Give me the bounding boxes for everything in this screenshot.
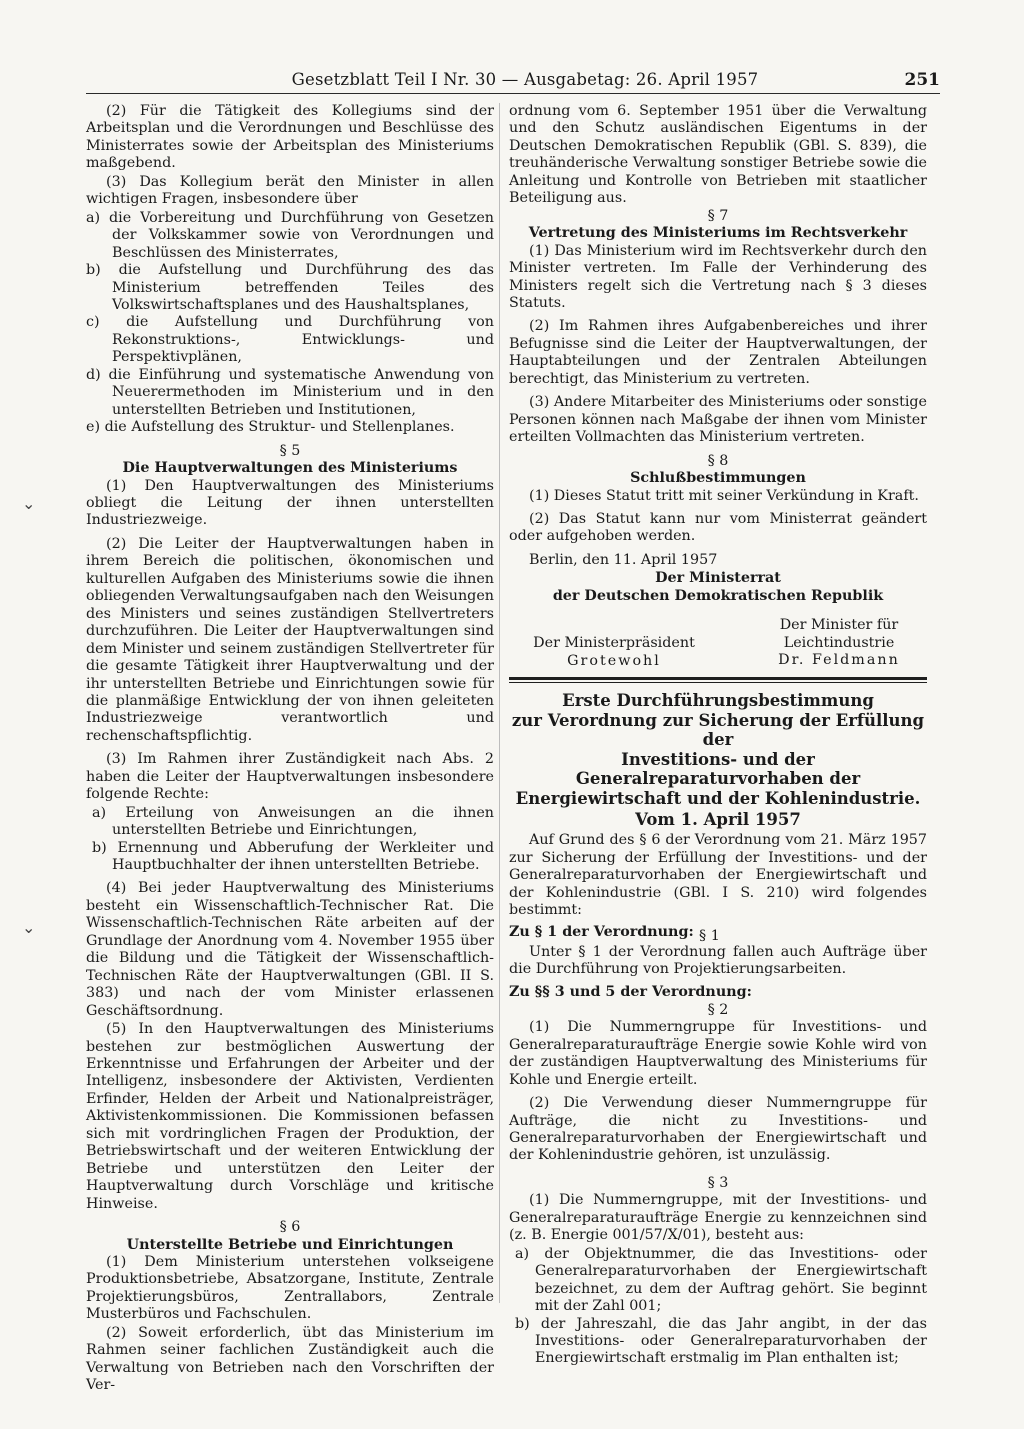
section-number: § 1 <box>699 927 720 944</box>
signatory-name: Grotewohl <box>567 652 661 669</box>
section-number: § 5 <box>279 442 301 459</box>
section-number: § 2 <box>707 1001 729 1018</box>
list-item: b) Ernennung und Abberufung der Werkleiter und Hauptbuchhalter der ihnen unterstellten Betriebe. <box>92 839 494 874</box>
signatory-right <box>749 617 929 669</box>
paragraph: (2) Soweit erforderlich, übt das Ministerium im Rahmen seiner fachlichen Zuständigkeit auch die Verwaltung von Betrieben nach den Vorschriften der Ver- <box>86 1324 494 1394</box>
paragraph: (2) Das Statut kann nur vom Ministerrat geändert oder aufgehoben werden. <box>509 510 927 545</box>
section-number: § 3 <box>707 1174 729 1191</box>
reference-heading: Zu §§ 3 und 5 der Verordnung: <box>509 984 752 1001</box>
regulation-title: Investitions- und der Generalreparaturvorhaben der <box>575 749 861 789</box>
section-number: § 7 <box>707 207 729 224</box>
place-date: Berlin, den 11. April 1957 <box>529 551 718 568</box>
section-divider <box>509 682 927 683</box>
paragraph: (3) Andere Mitarbeiter des Ministeriums oder sonstige Personen können nach Maßgabe der ihnen vom Minister erteilten Vollmachten das Ministerium vertreten. <box>509 394 927 446</box>
regulation-title: zur Verordnung zur Sicherung der Erfüllung der <box>511 710 925 750</box>
signature-block <box>509 607 927 669</box>
signatory-role: Der Ministerpräsident <box>533 635 695 652</box>
paragraph: (1) Die Nummerngruppe für Investitions- und Generalreparaturaufträge Energie sowie Kohle wird von der zuständigen Hauptverwaltung des Ministeriums für Kohle und Energie erteilt. <box>509 1019 927 1088</box>
section-title: Schlußbestimmungen <box>630 470 806 487</box>
page-number: 251 <box>904 70 940 90</box>
list-item: b) die Aufstellung und Durchführung des das Ministerium betreffenden Teiles des Volkswirtschaftsplanes und des Haushaltsplanes, <box>86 262 494 313</box>
paragraph: (4) Bei jeder Hauptverwaltung des Ministeriums besteht ein Wissenschaftlich-Technischer Rat. Die Wissenschaftlich-Technischen Räte arbeiten auf der Grundlage der Anordnung vom 4. November 1955 über die Bildung und die Tätigkeit der Wissenschaftlich-Technischen Räte der Hauptverwaltungen (GBl. II S. 383) und nach der vom Minister erlassenen Geschäftsordnung. <box>86 880 494 1019</box>
list-item: a) die Vorbereitung und Durchführung von Gesetzen der Volkskammer sowie von Verordnungen und Beschlüssen des Ministerrates, <box>86 209 494 261</box>
header-rule <box>86 93 940 94</box>
list-item: b) der Jahreszahl, die das Jahr angibt, in der das Investitions- oder Generalreparaturvorhaben der Energiewirtschaft erstmalig im Plan enthalten ist; <box>515 1315 927 1367</box>
paragraph: (3) Im Rahmen ihrer Zuständigkeit nach Abs. 2 haben die Leiter der Hauptverwaltungen insbesondere folgende Rechte: <box>86 751 494 803</box>
list-item: a) Erteilung von Anweisungen an die ihnen unterstellten Betriebe und Einrichtungen, <box>92 804 494 839</box>
section-title: Vertretung des Ministeriums im Rechtsverkehr <box>528 225 908 242</box>
council-name: Der Ministerrat <box>655 570 781 587</box>
list-item: e) die Aufstellung des Struktur- und Stellenplanes. <box>86 419 455 436</box>
paragraph: (1) Das Ministerium wird im Rechtsverkehr durch den Minister vertreten. Im Falle der Verhinderung des Ministers regelt sich die Vertretung nach § 3 dieses Statuts. <box>509 242 927 311</box>
paragraph: (2) Die Verwendung dieser Nummerngruppe für Aufträge, die nicht zu Investitions- und Generalreparaturvorhaben der Energiewirtschaft und der Kohlenindustrie gehören, ist unzulässig. <box>509 1095 927 1164</box>
section-title: Unterstellte Betriebe und Einrichtungen <box>126 1236 454 1253</box>
header-title: Gesetzblatt Teil I Nr. 30 — Ausgabetag: 26. April 1957 <box>291 70 759 89</box>
paragraph: ordnung vom 6. September 1951 über die Verwaltung und den Schutz ausländischen Eigentums in der Deutschen Demokratischen Republik (GBl. S. 839), die treuhänderische Verwaltung sonstiger Betriebe sowie die Anleitung und Kontrolle von Betrieben mit staatlicher Beteiligung aus. <box>509 103 927 207</box>
list-item: c) die Aufstellung und Durchführung von Rekonstruktions-, Entwicklungs- und Perspektivplänen, <box>86 314 494 366</box>
left-column <box>86 103 494 1396</box>
paragraph: (2) Im Rahmen ihres Aufgabenbereiches und ihrer Befugnisse sind die Leiter der Hauptverwaltungen, der Hauptabteilungen und der Zentralen Abteilungen berechtigt, das Ministerium zu vertreten. <box>509 318 927 387</box>
reference-heading-row <box>509 924 927 942</box>
paragraph: (1) Den Hauptverwaltungen des Ministeriums obliegt die Leitung der ihnen unterstellten Industriezweige. <box>86 477 494 529</box>
column-divider <box>499 103 500 1303</box>
signatory-role: Der Minister für <box>779 617 899 634</box>
paragraph: (1) Dem Ministerium unterstehen volkseigene Produktionsbetriebe, Absatzorgane, Institute, Zentrale Projektierungsbüros, Zentrallabors, Zentrale Musterbüros und Fachschulen. <box>86 1254 494 1323</box>
paragraph: Auf Grund des § 6 der Verordnung vom 21. März 1957 zur Sicherung der Erfüllung der Investitions- und der Generalreparaturvorhaben der Energiewirtschaft und der Kohlenindustrie (GBl. I S. 210) wird folgendes bestimmt: <box>509 832 927 919</box>
section-number: § 6 <box>279 1219 301 1236</box>
list-item: a) der Objektnummer, die das Investitions- oder Generalreparaturvorhaben der Energiewirtschaft bezeichnet, zu dem der Auftrag gehört. Sie beginnt mit der Zahl 001; <box>515 1245 927 1315</box>
signatory-left <box>519 635 709 670</box>
section-divider <box>509 677 927 680</box>
right-column <box>509 103 927 1368</box>
paragraph: (5) In den Hauptverwaltungen des Ministeriums bestehen zur bestmöglichen Auswertung der Erkenntnisse und Erfahrungen der Arbeiter und der Intelligenz, insbesondere der Aktivisten, Verdienten Erfinder, Helden der Arbeit und Nationalpreisträger, Aktivistenkommissionen. Die Kommissionen befassen sich mit vordringlichen Fragen der Produktion, der Betriebswirtschaft und der weiteren Entwicklung der Betriebe und unterstützen den Leiter der Hauptverwaltung durch Vorschläge und kritische Hinweise. <box>86 1021 494 1212</box>
paragraph: (2) Für die Tätigkeit des Kollegiums sind der Arbeitsplan und die Verordnungen und Beschlüsse des Ministerrates sowie der Arbeitsplan des Ministeriums maßgebend. <box>86 103 494 172</box>
margin-check-mark: ⌄ <box>22 918 36 937</box>
regulation-date: Vom 1. April 1957 <box>635 810 801 830</box>
list-item: d) die Einführung und systematische Anwendung von Neuerermethoden im Ministerium und in den unterstellten Betrieben und Institutionen, <box>86 366 494 418</box>
section-title: Die Hauptverwaltungen des Ministeriums <box>122 460 458 477</box>
paragraph: (1) Dieses Statut tritt mit seiner Verkündung in Kraft. <box>529 487 919 504</box>
paragraph: Unter § 1 der Verordnung fallen auch Aufträge über die Durchführung von Projektierungsarbeiten. <box>509 943 927 977</box>
section-number: § 8 <box>707 452 729 469</box>
paragraph: (3) Das Kollegium berät den Minister in allen wichtigen Fragen, insbesondere über <box>86 173 494 208</box>
reference-heading: Zu § 1 der Verordnung: <box>509 923 694 940</box>
signatory-role: Leichtindustrie <box>783 634 895 651</box>
council-name: der Deutschen Demokratischen Republik <box>552 587 884 604</box>
running-header <box>0 70 1024 100</box>
regulation-title: Erste Durchführungsbestimmung <box>562 691 874 711</box>
paragraph: (1) Die Nummerngruppe, mit der Investitions- und Generalreparaturaufträge Energie zu kennzeichnen sind (z. B. Energie 001/57/X/01), besteht aus: <box>509 1192 927 1244</box>
signatory-name: Dr. Feldmann <box>778 652 900 669</box>
paragraph: (2) Die Leiter der Hauptverwaltungen haben in ihrem Bereich die politischen, ökonomischen und kulturellen Aufgaben des Ministeriums sowie die ihnen obliegenden Verwaltungsaufgaben nach den Weisungen des Ministers und seines zuständigen Stellvertreters durchzuführen. Die Leiter der Hauptverwaltungen sind dem Minister und seinem zuständigen Stellvertreter für die gesamte Tätigkeit ihrer Hauptverwaltung und der ihr unterstellten Betriebe und Einrichtungen sowie für die planmäßige Entwicklung der von ihnen geleiteten Industriezweige verantwortlich und rechenschaftspflichtig. <box>86 535 494 744</box>
margin-check-mark: ⌄ <box>22 494 36 513</box>
regulation-title: Energiewirtschaft und der Kohlenindustrie. <box>515 788 921 808</box>
